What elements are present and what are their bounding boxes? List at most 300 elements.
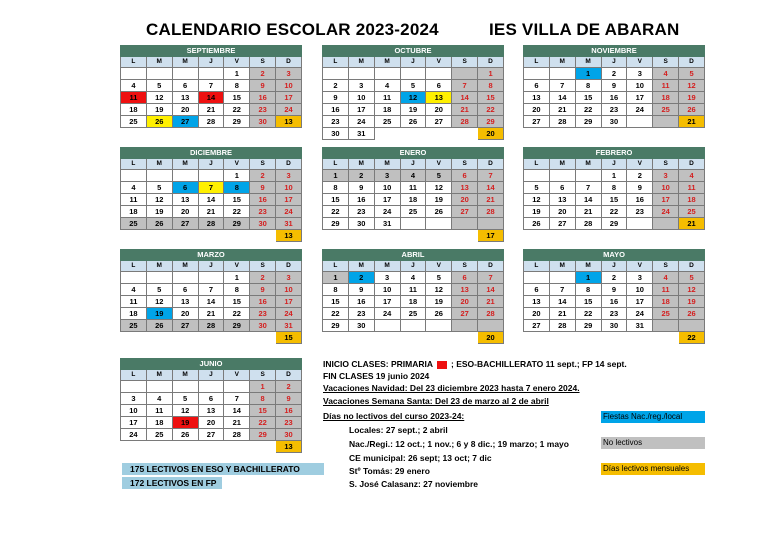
week-row <box>121 441 302 453</box>
day-cell <box>653 320 679 332</box>
day-cell: 8 <box>575 80 601 92</box>
day-cell: 14 <box>198 194 224 206</box>
day-cell <box>400 320 426 332</box>
day-cell: 29 <box>224 320 250 332</box>
day-cell: 13 <box>524 296 550 308</box>
month-june <box>120 358 302 453</box>
weekday-label: V <box>224 261 250 272</box>
monthly-lectivos-count: 13 <box>276 441 302 453</box>
day-cell: 15 <box>575 92 601 104</box>
weekday-label: L <box>121 159 147 170</box>
day-cell: 7 <box>198 80 224 92</box>
day-cell <box>146 272 172 284</box>
day-cell: 1 <box>478 68 504 80</box>
weekday-label: J <box>198 370 224 381</box>
day-cell: 22 <box>323 308 349 320</box>
day-cell: 5 <box>172 393 198 405</box>
day-cell: 26 <box>400 116 426 128</box>
day-cell: 7 <box>549 284 575 296</box>
weekday-label: J <box>400 57 426 68</box>
day-cell: 24 <box>276 206 302 218</box>
week-row <box>323 116 504 128</box>
day-cell: 17 <box>627 92 653 104</box>
day-cell <box>198 332 224 344</box>
day-cell: 1 <box>575 68 601 80</box>
day-cell <box>121 272 147 284</box>
day-cell: 7 <box>549 80 575 92</box>
day-cell <box>627 218 653 230</box>
day-cell: 11 <box>679 182 705 194</box>
day-cell: 2 <box>323 80 349 92</box>
week-row <box>121 68 302 80</box>
weekday-label: M <box>146 261 172 272</box>
day-cell: 22 <box>224 308 250 320</box>
day-cell <box>250 230 276 242</box>
weekday-label: M <box>348 261 374 272</box>
day-cell: 10 <box>121 405 147 417</box>
weekday-label: L <box>121 261 147 272</box>
week-row <box>524 170 705 182</box>
day-cell: 25 <box>121 218 147 230</box>
day-cell: 19 <box>172 417 198 429</box>
day-cell <box>348 332 374 344</box>
day-cell: 22 <box>575 104 601 116</box>
san-jose-calasanz: S. José Calasanz: 27 noviembre <box>349 479 478 489</box>
day-cell <box>146 230 172 242</box>
day-cell: 1 <box>224 272 250 284</box>
day-cell <box>426 320 452 332</box>
monthly-lectivos-count: 13 <box>276 116 302 128</box>
day-cell: 1 <box>224 170 250 182</box>
day-cell: 22 <box>478 104 504 116</box>
day-cell: 5 <box>426 170 452 182</box>
weekday-label: D <box>276 57 302 68</box>
weekday-label: M <box>575 57 601 68</box>
weekday-label: S <box>250 57 276 68</box>
day-cell: 19 <box>146 308 172 320</box>
week-row <box>524 284 705 296</box>
day-cell <box>374 128 400 140</box>
day-cell <box>198 68 224 80</box>
day-cell: 5 <box>426 272 452 284</box>
day-cell: 10 <box>627 80 653 92</box>
day-cell: 15 <box>250 405 276 417</box>
day-cell <box>400 230 426 242</box>
day-cell: 6 <box>452 170 478 182</box>
day-cell: 18 <box>121 104 147 116</box>
day-cell <box>601 332 627 344</box>
weekday-label: M <box>348 57 374 68</box>
day-cell: 12 <box>146 194 172 206</box>
week-row <box>323 320 504 332</box>
day-cell: 14 <box>452 92 478 104</box>
day-cell <box>198 230 224 242</box>
day-cell: 28 <box>452 116 478 128</box>
day-cell: 6 <box>452 272 478 284</box>
day-cell: 7 <box>198 182 224 194</box>
day-cell: 23 <box>348 308 374 320</box>
monthly-lectivos-count: 20 <box>478 128 504 140</box>
week-row <box>524 104 705 116</box>
week-row <box>323 80 504 92</box>
day-cell: 17 <box>348 104 374 116</box>
day-cell: 27 <box>426 116 452 128</box>
day-cell: 23 <box>250 308 276 320</box>
inicio-label: INICIO CLASES: PRIMARIA <box>323 359 434 369</box>
day-cell <box>524 272 550 284</box>
day-cell: 9 <box>601 284 627 296</box>
day-cell: 6 <box>549 182 575 194</box>
day-cell: 22 <box>575 308 601 320</box>
weekday-label: J <box>601 261 627 272</box>
month-name: ENERO <box>323 148 504 159</box>
day-cell: 21 <box>478 194 504 206</box>
week-row <box>323 308 504 320</box>
day-cell <box>575 332 601 344</box>
day-cell: 24 <box>374 206 400 218</box>
day-cell: 17 <box>276 194 302 206</box>
day-cell <box>146 68 172 80</box>
day-cell: 24 <box>627 308 653 320</box>
week-row <box>524 296 705 308</box>
inicio-red-mark <box>437 361 447 369</box>
weekday-label: V <box>627 159 653 170</box>
month-name: FEBRERO <box>524 148 705 159</box>
monthly-lectivos-count: 15 <box>276 332 302 344</box>
day-cell: 25 <box>400 206 426 218</box>
day-cell: 8 <box>601 182 627 194</box>
day-cell: 25 <box>653 104 679 116</box>
day-cell: 10 <box>627 284 653 296</box>
week-row <box>121 405 302 417</box>
weekday-label: L <box>323 57 349 68</box>
day-cell: 12 <box>146 92 172 104</box>
day-cell: 16 <box>250 92 276 104</box>
day-cell: 9 <box>250 284 276 296</box>
festivos-nacionales: Nac./Regi.: 12 oct.; 1 nov.; 6 y 8 dic.; 19 marzo; 1 mayo <box>349 439 569 449</box>
weekday-label: S <box>653 261 679 272</box>
day-cell <box>198 170 224 182</box>
weekday-label: M <box>549 261 575 272</box>
day-cell: 25 <box>121 320 147 332</box>
week-row <box>524 68 705 80</box>
month-march <box>120 249 302 344</box>
day-cell <box>374 68 400 80</box>
calendar-title: CALENDARIO ESCOLAR 2023-2024 <box>146 20 439 39</box>
day-cell: 11 <box>653 284 679 296</box>
day-cell: 13 <box>549 194 575 206</box>
week-row <box>121 116 302 128</box>
day-cell: 15 <box>323 296 349 308</box>
monthly-lectivos-count: 20 <box>478 332 504 344</box>
day-cell: 4 <box>400 272 426 284</box>
day-cell: 16 <box>627 194 653 206</box>
month-name: DICIEMBRE <box>121 148 302 159</box>
week-row <box>524 116 705 128</box>
day-cell <box>121 381 147 393</box>
weekday-label: M <box>374 57 400 68</box>
day-cell: 13 <box>198 405 224 417</box>
week-row <box>524 80 705 92</box>
day-cell: 3 <box>276 68 302 80</box>
week-row <box>121 194 302 206</box>
day-cell <box>452 68 478 80</box>
day-cell: 14 <box>198 296 224 308</box>
day-cell: 29 <box>250 429 276 441</box>
day-cell: 2 <box>348 170 374 182</box>
day-cell <box>549 170 575 182</box>
school-name: IES VILLA DE ABARAN <box>489 20 680 39</box>
day-cell: 29 <box>224 218 250 230</box>
day-cell: 20 <box>426 104 452 116</box>
day-cell: 16 <box>250 194 276 206</box>
weekday-label: L <box>121 370 147 381</box>
week-row <box>323 272 504 284</box>
day-cell: 14 <box>575 194 601 206</box>
month-april <box>322 249 504 344</box>
day-cell <box>452 320 478 332</box>
day-cell: 5 <box>146 80 172 92</box>
week-row <box>323 182 504 194</box>
day-cell <box>653 116 679 128</box>
month-september <box>120 45 302 128</box>
day-cell: 14 <box>478 284 504 296</box>
day-cell: 3 <box>276 272 302 284</box>
vacaciones-semana-santa: Vacaciones Semana Santa: Del 23 de marzo al 2 de abril <box>323 396 549 406</box>
week-row <box>524 92 705 104</box>
day-cell <box>172 381 198 393</box>
day-cell: 4 <box>374 80 400 92</box>
day-cell <box>426 68 452 80</box>
day-cell: 24 <box>276 104 302 116</box>
day-cell: 28 <box>478 206 504 218</box>
day-cell: 8 <box>323 284 349 296</box>
weekday-label: J <box>400 261 426 272</box>
day-cell: 4 <box>121 182 147 194</box>
monthly-lectivos-count: 21 <box>679 116 705 128</box>
day-cell: 8 <box>250 393 276 405</box>
week-row <box>121 393 302 405</box>
day-cell: 30 <box>276 429 302 441</box>
day-cell: 10 <box>374 182 400 194</box>
day-cell: 28 <box>224 429 250 441</box>
day-cell: 22 <box>224 206 250 218</box>
day-cell: 10 <box>348 92 374 104</box>
weekday-label: L <box>121 57 147 68</box>
day-cell: 9 <box>250 182 276 194</box>
weekday-label: V <box>426 261 452 272</box>
weekday-label: L <box>524 261 550 272</box>
weekday-label: J <box>601 159 627 170</box>
day-cell: 5 <box>146 182 172 194</box>
weekday-label: V <box>627 261 653 272</box>
day-cell: 15 <box>224 296 250 308</box>
day-cell <box>426 128 452 140</box>
day-cell: 20 <box>452 296 478 308</box>
day-cell: 28 <box>198 218 224 230</box>
day-cell: 15 <box>601 194 627 206</box>
day-cell: 1 <box>323 170 349 182</box>
day-cell: 18 <box>374 104 400 116</box>
day-cell: 1 <box>250 381 276 393</box>
day-cell: 19 <box>400 104 426 116</box>
day-cell: 19 <box>146 104 172 116</box>
santo-tomas: Stº Tomás: 29 enero <box>349 466 430 476</box>
day-cell: 11 <box>653 80 679 92</box>
month-december <box>120 147 302 242</box>
weekday-label: V <box>627 57 653 68</box>
weekday-label: D <box>478 261 504 272</box>
weekday-label: L <box>524 57 550 68</box>
day-cell: 27 <box>172 320 198 332</box>
day-cell: 26 <box>146 116 172 128</box>
week-row <box>323 284 504 296</box>
day-cell: 13 <box>172 92 198 104</box>
day-cell: 14 <box>198 92 224 104</box>
day-cell: 27 <box>452 308 478 320</box>
day-cell: 21 <box>452 104 478 116</box>
monthly-lectivos-count: 21 <box>679 218 705 230</box>
day-cell: 26 <box>146 218 172 230</box>
day-cell <box>549 272 575 284</box>
day-cell: 18 <box>121 206 147 218</box>
day-cell: 27 <box>524 320 550 332</box>
day-cell: 20 <box>172 104 198 116</box>
day-cell <box>524 170 550 182</box>
day-cell <box>400 332 426 344</box>
day-cell: 23 <box>276 417 302 429</box>
day-cell <box>146 381 172 393</box>
day-cell: 7 <box>478 272 504 284</box>
day-cell: 8 <box>224 80 250 92</box>
weekday-label: S <box>250 159 276 170</box>
day-cell: 19 <box>426 296 452 308</box>
weekday-label: D <box>276 370 302 381</box>
week-row <box>121 80 302 92</box>
day-cell <box>653 332 679 344</box>
day-cell: 26 <box>172 429 198 441</box>
day-cell <box>121 441 147 453</box>
day-cell: 16 <box>601 296 627 308</box>
week-row <box>524 308 705 320</box>
day-cell: 24 <box>276 308 302 320</box>
weekday-label: M <box>146 370 172 381</box>
day-cell: 20 <box>524 104 550 116</box>
weekday-label: M <box>172 57 198 68</box>
day-cell <box>348 68 374 80</box>
day-cell: 17 <box>653 194 679 206</box>
day-cell <box>172 272 198 284</box>
day-cell: 13 <box>524 92 550 104</box>
day-cell: 1 <box>224 68 250 80</box>
day-cell: 4 <box>121 284 147 296</box>
week-row <box>121 206 302 218</box>
day-cell: 23 <box>601 104 627 116</box>
day-cell: 22 <box>250 417 276 429</box>
weekday-label: D <box>276 159 302 170</box>
day-cell: 3 <box>348 80 374 92</box>
week-row <box>524 218 705 230</box>
weekday-label: M <box>374 159 400 170</box>
day-cell: 25 <box>400 308 426 320</box>
day-cell: 2 <box>601 68 627 80</box>
month-october <box>322 45 504 140</box>
day-cell: 9 <box>601 80 627 92</box>
day-cell <box>121 68 147 80</box>
weekday-label: M <box>374 261 400 272</box>
day-cell: 2 <box>250 272 276 284</box>
day-cell: 21 <box>198 104 224 116</box>
day-cell: 27 <box>172 218 198 230</box>
lectivos-fp-box: 172 LECTIVOS EN FP <box>122 477 222 489</box>
weekday-label: M <box>348 159 374 170</box>
day-cell: 10 <box>374 284 400 296</box>
day-cell: 31 <box>374 218 400 230</box>
day-cell: 20 <box>452 194 478 206</box>
week-row <box>323 68 504 80</box>
month-name: ABRIL <box>323 250 504 261</box>
month-february <box>523 147 705 230</box>
weekday-label: S <box>653 57 679 68</box>
weekday-label: S <box>250 370 276 381</box>
day-cell <box>323 332 349 344</box>
weekday-label: V <box>224 370 250 381</box>
day-cell: 5 <box>679 272 705 284</box>
day-cell: 13 <box>452 284 478 296</box>
day-cell: 27 <box>452 206 478 218</box>
day-cell: 28 <box>478 308 504 320</box>
day-cell: 4 <box>146 393 172 405</box>
day-cell: 11 <box>121 194 147 206</box>
no-lectivos-title: Días no lectivos del curso 2023-24: <box>323 411 465 421</box>
day-cell <box>549 332 575 344</box>
day-cell: 3 <box>653 170 679 182</box>
day-cell: 7 <box>575 182 601 194</box>
day-cell: 3 <box>374 170 400 182</box>
weekday-label: M <box>172 159 198 170</box>
day-cell: 11 <box>374 92 400 104</box>
day-cell: 20 <box>198 417 224 429</box>
day-cell <box>374 320 400 332</box>
week-row <box>121 92 302 104</box>
day-cell <box>250 332 276 344</box>
weekday-label: D <box>478 159 504 170</box>
day-cell: 26 <box>679 308 705 320</box>
day-cell: 19 <box>426 194 452 206</box>
day-cell: 13 <box>452 182 478 194</box>
day-cell: 15 <box>224 194 250 206</box>
day-cell: 12 <box>400 92 426 104</box>
day-cell: 23 <box>250 104 276 116</box>
day-cell: 6 <box>172 182 198 194</box>
week-row <box>121 320 302 332</box>
weekday-label: J <box>400 159 426 170</box>
day-cell <box>374 332 400 344</box>
day-cell: 11 <box>400 182 426 194</box>
day-cell: 29 <box>575 320 601 332</box>
week-row <box>121 417 302 429</box>
weekday-label: D <box>679 57 705 68</box>
day-cell: 13 <box>172 296 198 308</box>
weekday-label: D <box>679 159 705 170</box>
day-cell <box>549 68 575 80</box>
day-cell <box>224 441 250 453</box>
day-cell: 27 <box>198 429 224 441</box>
day-cell: 4 <box>653 272 679 284</box>
day-cell <box>452 218 478 230</box>
day-cell: 1 <box>575 272 601 284</box>
day-cell <box>146 441 172 453</box>
